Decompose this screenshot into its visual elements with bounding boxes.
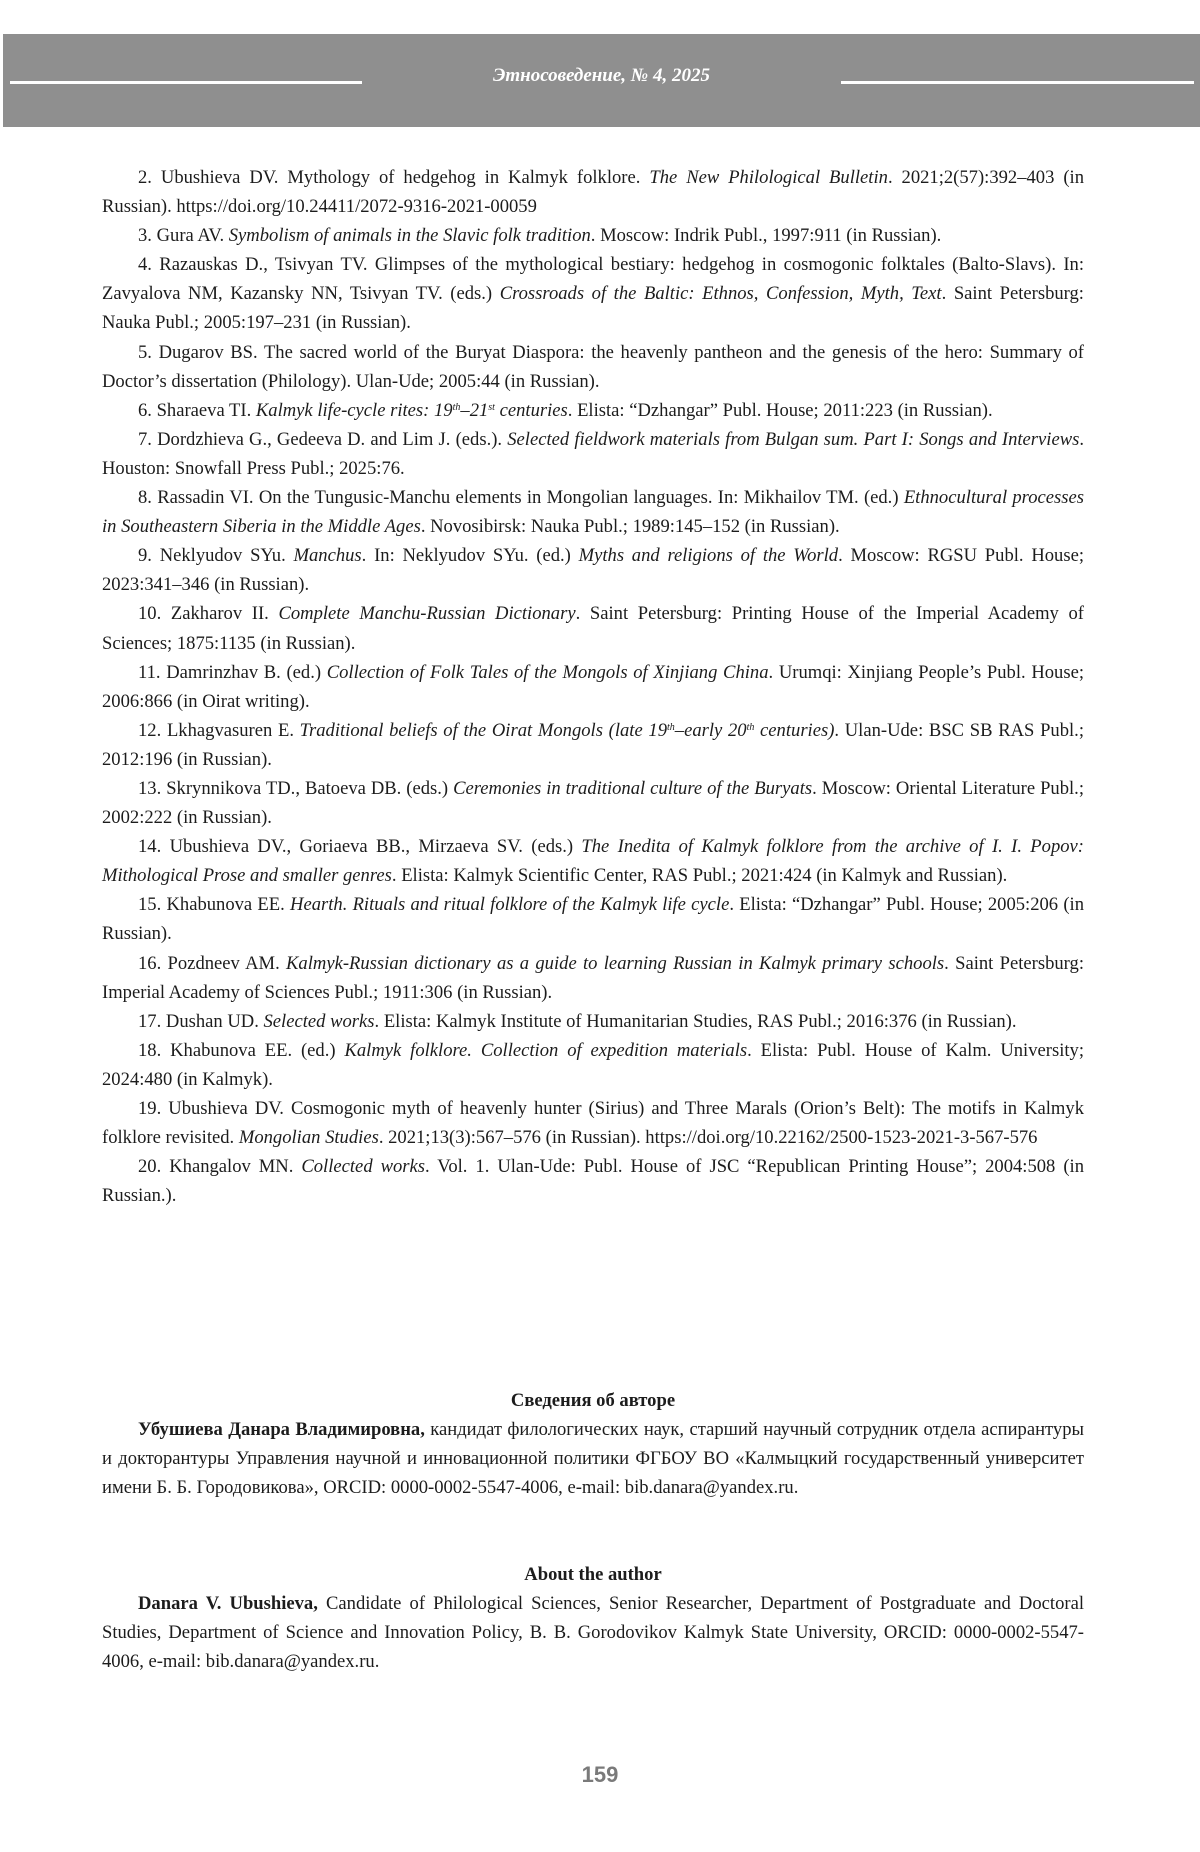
reference-text: 2. Ubushieva DV. Mythology of hedgehog in Kalmyk folklore. — [138, 167, 650, 188]
reference-text: . Moscow: RGSU Publ. House; 2023:341–346 (in Russian). — [102, 545, 1084, 596]
reference-item — [102, 1036, 1084, 1094]
author-en-text: Candidate of Philological Sciences, Senior Researcher, Department of Postgraduate and Doctoral Studies, Department of Science and Innovation Policy, B. B. Gorodovikov Kalmyk State University, ORCID: 0000-0002-5547-4006, e-mail: bib.danara@yandex.ru. — [102, 1593, 1084, 1673]
reference-italic-title: –21 — [460, 399, 489, 421]
reference-italic-title: Traditional beliefs of the Oirat Mongols (late 19 — [299, 719, 667, 741]
reference-item — [102, 541, 1084, 599]
reference-text: 5. Dugarov BS. The sacred world of the Buryat Diaspora: the heavenly pantheon and the genesis of the hero: Summary of Doctor’s dissertation (Philology). Ulan-Ude; 2005:44 (in Russian). — [102, 341, 1084, 392]
reference-italic-title: The New Philological Bulletin — [649, 167, 888, 188]
reference-item — [102, 1094, 1084, 1152]
reference-text: 14. Ubushieva DV., Goriaeva BB., Mirzaeva SV. (eds.) — [138, 836, 582, 858]
reference-text: . Elista: Kalmyk Scientific Center, RAS Publ.; 2021:424 (in Kalmyk and Russian). — [391, 865, 1008, 887]
reference-text: . Moscow: Oriental Literature Publ.; 2002:222 (in Russian). — [102, 777, 1084, 829]
page-number: 159 — [581, 1762, 619, 1787]
reference-italic-title: Mongolian Studies — [238, 1127, 379, 1149]
reference-text: . Novosibirsk: Nauka Publ.; 1989:145–152 (in Russian). — [420, 516, 840, 538]
reference-italic-title: Collected works — [301, 1156, 426, 1178]
reference-text: . 2021;13(3):567–576 (in Russian). https://doi.org/10.22162/2500-1523-2021-3-567-576 — [378, 1127, 1038, 1149]
reference-item — [102, 396, 1084, 425]
reference-italic-title: Kalmyk-Russian dictionary as a guide to learning Russian in Kalmyk primary schools — [286, 952, 945, 974]
author-info-ru — [102, 1386, 1084, 1502]
reference-item — [102, 221, 1084, 250]
reference-item — [102, 658, 1084, 716]
reference-text: 10. Zakharov II. — [138, 603, 279, 625]
author-ru-title: Сведения об авторе — [510, 1390, 676, 1411]
reference-italic-title: Collection of Folk Tales of the Mongols of Xinjiang China — [326, 661, 769, 683]
reference-text: . 2021;2(57):392–403 (in Russian). https://doi.org/10.24411/2072-9316-2021-00059 — [102, 167, 1084, 218]
author-info-en — [102, 1560, 1084, 1676]
author-en-title: About the author — [524, 1564, 662, 1585]
reference-text: . Vol. 1. Ulan-Ude: Publ. House of JSC “Republican Printing House”; 2004:508 (in Russian.). — [102, 1156, 1084, 1207]
reference-item — [102, 949, 1084, 1007]
reference-item — [102, 1152, 1084, 1210]
reference-italic-title: Ethnocultural processes in Southeastern Siberia in the Middle Ages — [102, 487, 1084, 538]
reference-text: . Ulan-Ude: BSC SB RAS Publ.; 2012:196 (in Russian). — [102, 719, 1084, 770]
header-rule-right — [841, 81, 1194, 84]
reference-italic-title: Manchus — [293, 545, 362, 567]
author-ru-text: кандидат филологических наук, старший научный сотрудник отдела аспирантуры и докторантуры Управления научной и инновационной политики ФГБОУ ВО «Калмыцкий государственный университет имени Б. Б. Городовикова», ORCID: 0000-0002-5547-4006, e-mail: bib.danara@yandex.ru. — [102, 1419, 1084, 1499]
journal-title: Этносоведение, № 4, 2025 — [493, 65, 710, 86]
reference-text: . In: Neklyudov SYu. (ed.) — [361, 545, 579, 567]
reference-item — [102, 716, 1084, 774]
reference-text: 11. Damrinzhav B. (ed.) — [138, 661, 327, 683]
reference-item — [102, 774, 1084, 832]
reference-text: 8. Rassadin VI. On the Tungusic-Manchu elements in Mongolian languages. In: Mikhailov TM. (ed.) — [138, 487, 904, 509]
reference-item — [102, 832, 1084, 890]
reference-text: 7. Dordzhieva G., Gedeeva D. and Lim J. (eds.). — [138, 428, 508, 450]
reference-italic-title: centuries — [494, 399, 568, 421]
reference-superscript: st — [488, 401, 495, 413]
reference-item — [102, 483, 1084, 541]
reference-text: 12. Lkhagvasuren E. — [138, 719, 300, 741]
running-header — [3, 34, 1200, 127]
reference-italic-title: Kalmyk folklore. Collection of expedition materials — [344, 1039, 748, 1061]
reference-item — [102, 338, 1084, 396]
reference-superscript: th — [452, 401, 461, 413]
reference-italic-title: Myths and religions of the World — [578, 545, 839, 567]
reference-text: 9. Neklyudov SYu. — [138, 545, 294, 567]
reference-italic-title: centuries) — [754, 719, 835, 741]
reference-text: 19. Ubushieva DV. Cosmogonic myth of heavenly hunter (Sirius) and Three Marals (Orion’s Belt): The motifs in Kalmyk folklore revisited. — [102, 1098, 1084, 1149]
reference-text: . Houston: Snowfall Press Publ.; 2025:76. — [102, 428, 1085, 479]
reference-text: . Saint Petersburg: Printing House of the Imperial Academy of Sciences; 1875:1135 (in Russian). — [102, 603, 1084, 654]
reference-italic-title: Complete Manchu-Russian Dictionary — [278, 603, 576, 625]
reference-item — [102, 250, 1084, 337]
reference-item — [102, 599, 1084, 657]
reference-text: 18. Khabunova EE. (ed.) — [138, 1039, 345, 1061]
reference-italic-title: Hearth. Rituals and ritual folklore of the Kalmyk life cycle — [290, 894, 730, 916]
reference-text: . Saint Petersburg: Nauka Publ.; 2005:197–231 (in Russian). — [102, 283, 1084, 334]
reference-superscript: th — [746, 721, 755, 733]
reference-text: 20. Khangalov MN. — [138, 1156, 302, 1178]
reference-text: 13. Skrynnikova TD., Batoeva DB. (eds.) — [138, 777, 454, 799]
author-ru-body — [102, 1415, 1084, 1502]
reference-text: . Elista: Publ. House of Kalm. University; 2024:480 (in Kalmyk). — [102, 1039, 1084, 1090]
reference-item — [102, 890, 1084, 948]
reference-superscript: th — [667, 721, 675, 733]
reference-item — [102, 1007, 1084, 1036]
reference-italic-title: Selected works — [263, 1010, 375, 1032]
reference-text: . Elista: “Dzhangar” Publ. House; 2011:223 (in Russian). — [567, 399, 993, 421]
reference-list — [102, 163, 1084, 1210]
reference-text: 17. Dushan UD. — [138, 1010, 264, 1032]
reference-text: 16. Pozdneev AM. — [138, 952, 287, 974]
reference-italic-title: The Inedita of Kalmyk folklore from the archive of I. I. Popov: Mithological Prose and smaller genres — [102, 836, 1084, 887]
reference-text: 4. Razauskas D., Tsivyan TV. Glimpses of the mythological bestiary: hedgehog in cosmogonic folktales (Balto-Slavs). In: Zavyalova NM, Kazansky NN, Tsivyan TV. (eds.) — [102, 254, 1084, 305]
reference-italic-title: Ceremonies in traditional culture of the Buryats — [453, 777, 813, 799]
reference-item — [102, 163, 1084, 221]
reference-italic-title: Kalmyk life-cycle rites: 19 — [255, 399, 453, 421]
reference-text: . Moscow: Indrik Publ., 1997:911 (in Russian). — [590, 225, 942, 247]
reference-italic-title: Crossroads of the Baltic: Ethnos, Confession, Myth, Text — [499, 283, 942, 305]
author-en-body — [102, 1589, 1084, 1676]
reference-text: 15. Khabunova EE. — [138, 894, 291, 916]
reference-italic-title: Selected fieldwork materials from Bulgan sum. Part I: Songs and Interviews — [507, 428, 1080, 450]
author-en-name: Danara V. Ubushieva, — [138, 1593, 318, 1615]
reference-item — [102, 425, 1084, 483]
reference-text: . Saint Petersburg: Imperial Academy of Sciences Publ.; 1911:306 (in Russian). — [102, 952, 1084, 1003]
reference-text: . Elista: “Dzhangar” Publ. House; 2005:206 (in Russian). — [102, 894, 1084, 945]
reference-italic-title: –early 20 — [674, 719, 747, 741]
reference-text: 3. Gura AV. — [138, 225, 229, 247]
reference-text: 6. Sharaeva TI. — [138, 399, 256, 421]
reference-text: . Elista: Kalmyk Institute of Humanitarian Studies, RAS Publ.; 2016:376 (in Russian). — [374, 1010, 1017, 1032]
reference-italic-title: Symbolism of animals in the Slavic folk tradition — [228, 225, 591, 247]
author-ru-name: Убушиева Данара Владимировна, — [138, 1419, 425, 1441]
reference-text: . Urumqi: Xinjiang People’s Publ. House; 2006:866 (in Oirat writing). — [102, 661, 1084, 712]
